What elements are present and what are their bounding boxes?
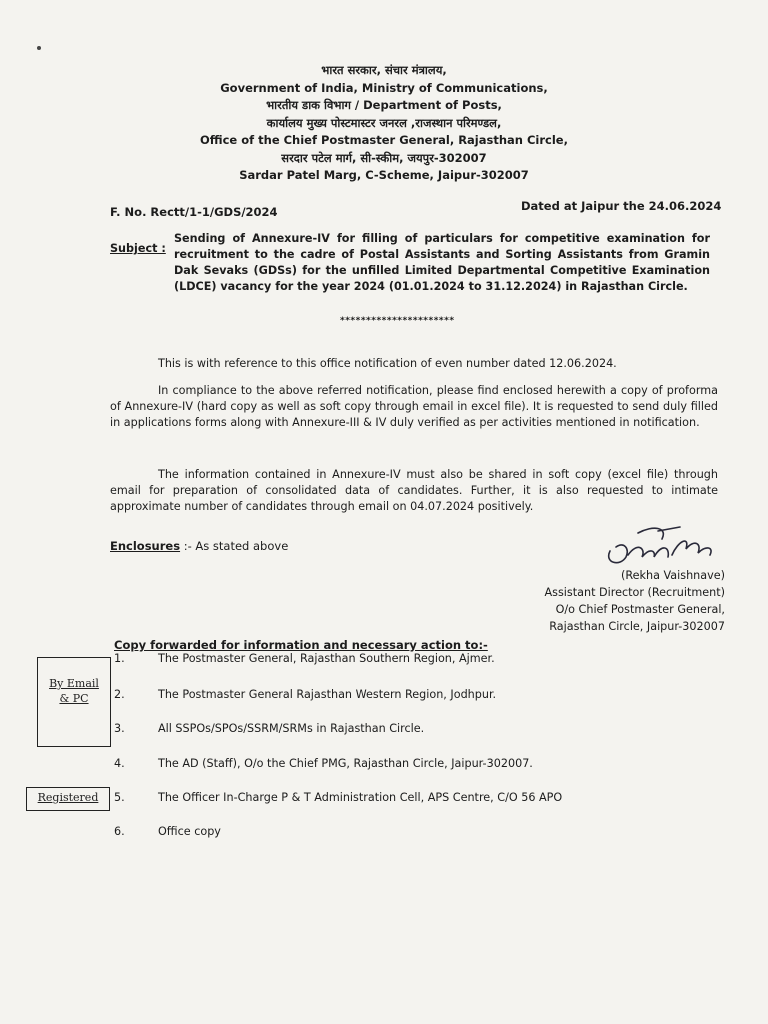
signatory-place: Rajasthan Circle, Jaipur-302007 xyxy=(549,620,725,633)
list-number: 1. xyxy=(114,652,125,665)
subject-label: Subject : xyxy=(110,242,166,255)
list-item xyxy=(114,688,496,701)
enclosures-text: :- As stated above xyxy=(183,539,289,553)
letterhead-line-1: भारत सरकार, संचार मंत्रालय, xyxy=(321,63,447,77)
list-item xyxy=(114,791,562,804)
enclosures-line xyxy=(110,539,288,553)
list-text: The Postmaster General, Rajasthan Southern Region, Ajmer. xyxy=(158,652,495,665)
letterhead-line-2: Government of India, Ministry of Communications, xyxy=(220,80,548,95)
paragraph-3 xyxy=(110,467,718,515)
list-item xyxy=(114,757,533,770)
list-text: The AD (Staff), O/o the Chief PMG, Rajasthan Circle, Jaipur-302007. xyxy=(158,757,533,770)
list-item xyxy=(114,722,424,735)
date-line: Dated at Jaipur the 24.06.2024 xyxy=(521,199,722,213)
paragraph-3-text: The information contained in Annexure-IV must also be shared in soft copy (excel file) through email for preparation of consolidated data of candidates. Further, it is also requested to intimate approximate number of candidates through email on 04.07.2024 positively. xyxy=(110,468,718,513)
signatory-designation: Assistant Director (Recruitment) xyxy=(544,586,725,599)
letterhead-line-3: भारतीय डाक विभाग / Department of Posts, xyxy=(266,98,502,112)
list-number: 6. xyxy=(114,825,125,838)
enclosures-label: Enclosures xyxy=(110,539,181,553)
paragraph-2 xyxy=(110,383,718,431)
list-text: The Officer In-Charge P & T Administration Cell, APS Centre, C/O 56 APO xyxy=(158,791,563,804)
letterhead-line-6: सरदार पटेल मार्ग, सी-स्कीम, जयपुर-302007 xyxy=(281,150,487,165)
by-email-stamp xyxy=(37,657,111,747)
letterhead-line-4: कार्यालय मुख्य पोस्टमास्टर जनरल ,राजस्थान परिमण्डल, xyxy=(266,115,502,130)
list-item xyxy=(114,825,221,838)
copy-forwarded-heading: Copy forwarded for information and necessary action to:- xyxy=(114,638,488,652)
registered-stamp: Registered xyxy=(26,787,110,811)
list-number: 3. xyxy=(114,722,125,735)
list-number: 5. xyxy=(114,791,125,804)
list-number: 4. xyxy=(114,757,125,770)
signatory-block xyxy=(535,567,725,635)
signatory-office: O/o Chief Postmaster General, xyxy=(555,603,725,616)
subject-text: Sending of Annexure-IV for filling of particulars for competitive examination for recruitment to the cadre of Postal Assistants and Sorting Assistants from Gramin Dak Sevaks (GDSs) for the unfilled Limited Departmental Competitive Examination (LDCE) vacancy for the year 2024 (01.01.2024 to 31.12.2024) in Rajasthan Circle. xyxy=(174,232,710,293)
subject-block xyxy=(110,231,710,295)
letterhead-line-5: Office of the Chief Postmaster General, Rajasthan Circle, xyxy=(200,133,568,147)
separator-stars: ********************** xyxy=(340,316,455,326)
handwritten-signature xyxy=(598,521,728,571)
list-text: Office copy xyxy=(158,825,221,838)
by-email-stamp-line-1: By Email xyxy=(49,677,99,690)
list-item xyxy=(114,652,495,665)
list-number: 2. xyxy=(114,688,125,701)
list-text: The Postmaster General Rajasthan Western Region, Jodhpur. xyxy=(158,688,497,701)
paragraph-1 xyxy=(110,356,718,372)
file-number: F. No. Rectt/1-1/GDS/2024 xyxy=(110,205,278,219)
signatory-name: (Rekha Vaishnave) xyxy=(621,569,725,582)
letterhead-line-7: Sardar Patel Marg, C-Scheme, Jaipur-302007 xyxy=(239,168,529,182)
list-text: All SSPOs/SPOs/SSRM/SRMs in Rajasthan Circle. xyxy=(158,722,425,735)
letterhead xyxy=(0,62,768,185)
paragraph-2-text: In compliance to the above referred notification, please find enclosed herewith a copy of proforma of Annexure-IV (hard copy as well as soft copy through email in excel file). It is requested to send duly filled in applications forms along with Annexure-III & IV duly verified as per activities mentioned in notification. xyxy=(110,384,718,429)
by-email-stamp-line-2: & PC xyxy=(59,692,89,705)
paragraph-1-text: This is with reference to this office notification of even number dated 12.06.2024. xyxy=(158,357,617,370)
paper-speck xyxy=(37,46,41,50)
